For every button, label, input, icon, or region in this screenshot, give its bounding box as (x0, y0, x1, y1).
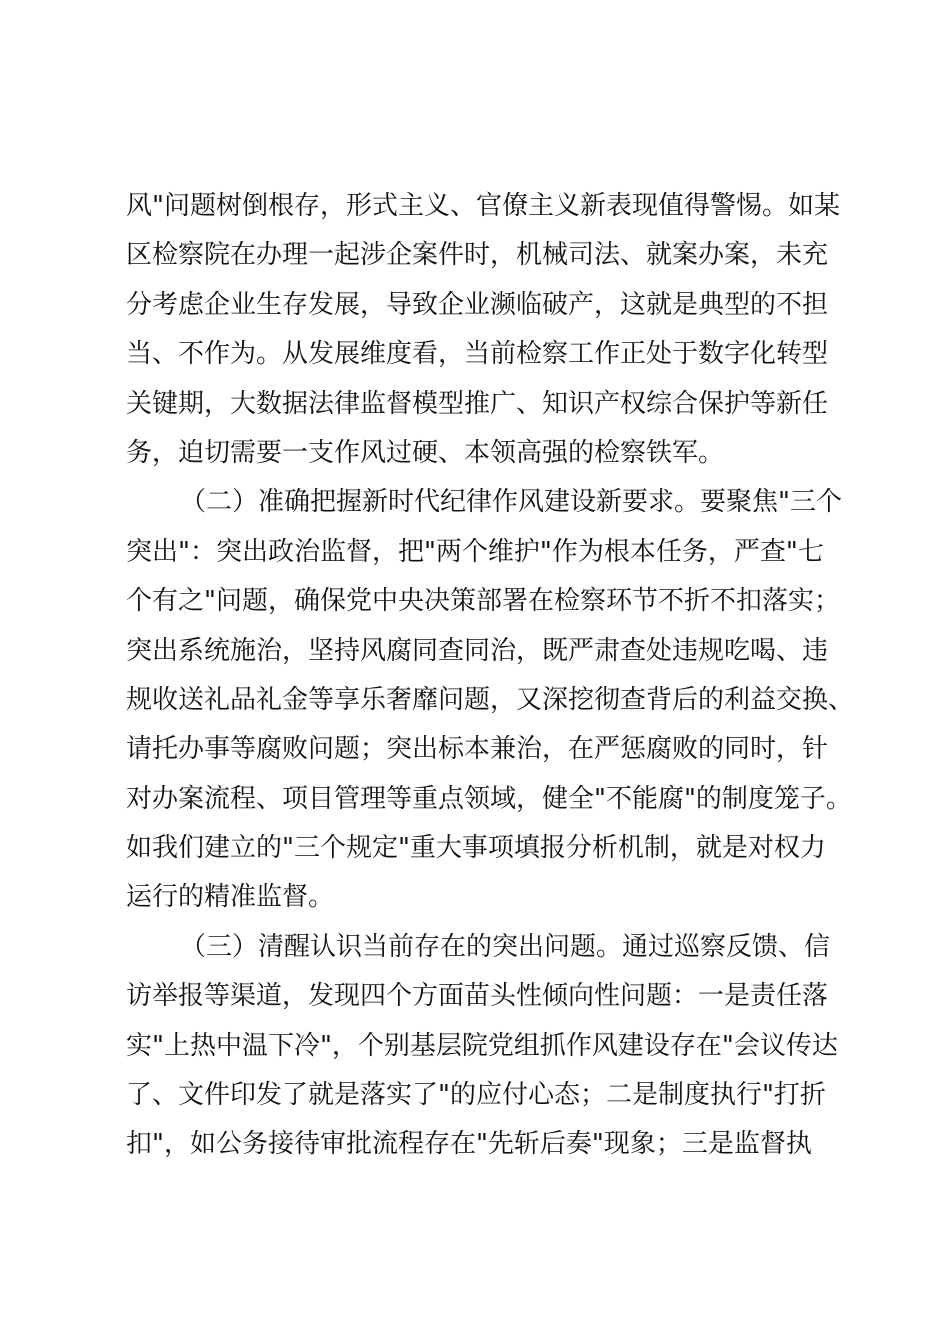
text-line: 运行的精准监督。 (126, 882, 335, 913)
text-line: 规收送礼品礼金等享乐奢靡问题，又深挖彻查背后的利益交换、 (126, 684, 855, 715)
text-line: 了、文件印发了就是落实了"的应付心态；二是制度执行"打折 (126, 1080, 826, 1111)
text-line: 关键期，大数据法律监督模型推广、知识产权综合保护等新任 (126, 388, 829, 419)
text-line: 请托办事等腐败问题；突出标本兼治，在严惩腐败的同时，针 (126, 734, 829, 765)
text-line: 风"问题树倒根存，形式主义、官僚主义新表现值得警惕。如某 (126, 191, 840, 221)
text-line: （二）准确把握新时代纪律作风建设新要求。要聚焦"三个 (180, 487, 842, 518)
text-line: 突出"：突出政治监督，把"两个维护"作为根本任务，严查"七 (126, 536, 824, 567)
text-line: 对办案流程、项目管理等重点领域，健全"不能腐"的制度笼子。 (126, 783, 852, 814)
text-line: 分考虑企业生存发展，导致企业濒临破产，这就是典型的不担 (126, 289, 829, 320)
text-line: 如我们建立的"三个规定"重大事项填报分析机制，就是对权力 (126, 833, 826, 864)
paragraph-1 (126, 182, 846, 478)
text-line: 访举报等渠道，发现四个方面苗头性倾向性问题：一是责任落 (126, 981, 829, 1012)
text-line: 区检察院在办理一起涉企案件时，机械司法、就案办案，未充 (126, 240, 829, 271)
text-line: 当、不作为。从发展维度看，当前检察工作正处于数字化转型 (126, 339, 829, 370)
text-line: 突出系统施治，坚持风腐同查同治，既严肃查处违规吃喝、违 (126, 635, 829, 666)
text-line: 个有之"问题，确保党中央决策部署在检察环节不折不扣落实； (126, 586, 840, 617)
text-line: 务，迫切需要一支作风过硬、本领高强的检察铁军。 (126, 437, 725, 468)
paragraph-3 (126, 923, 846, 1170)
text-line: 扣"，如公务接待审批流程存在"先斩后奏"现象；三是监督执 (126, 1129, 812, 1160)
paragraph-2 (126, 478, 855, 923)
text-line: 实"上热中温下冷"，个别基层院党组抓作风建设存在"会议传达 (126, 1030, 838, 1061)
body-text (126, 182, 855, 1170)
text-line: （三）清醒认识当前存在的突出问题。通过巡察反馈、信 (180, 931, 831, 962)
